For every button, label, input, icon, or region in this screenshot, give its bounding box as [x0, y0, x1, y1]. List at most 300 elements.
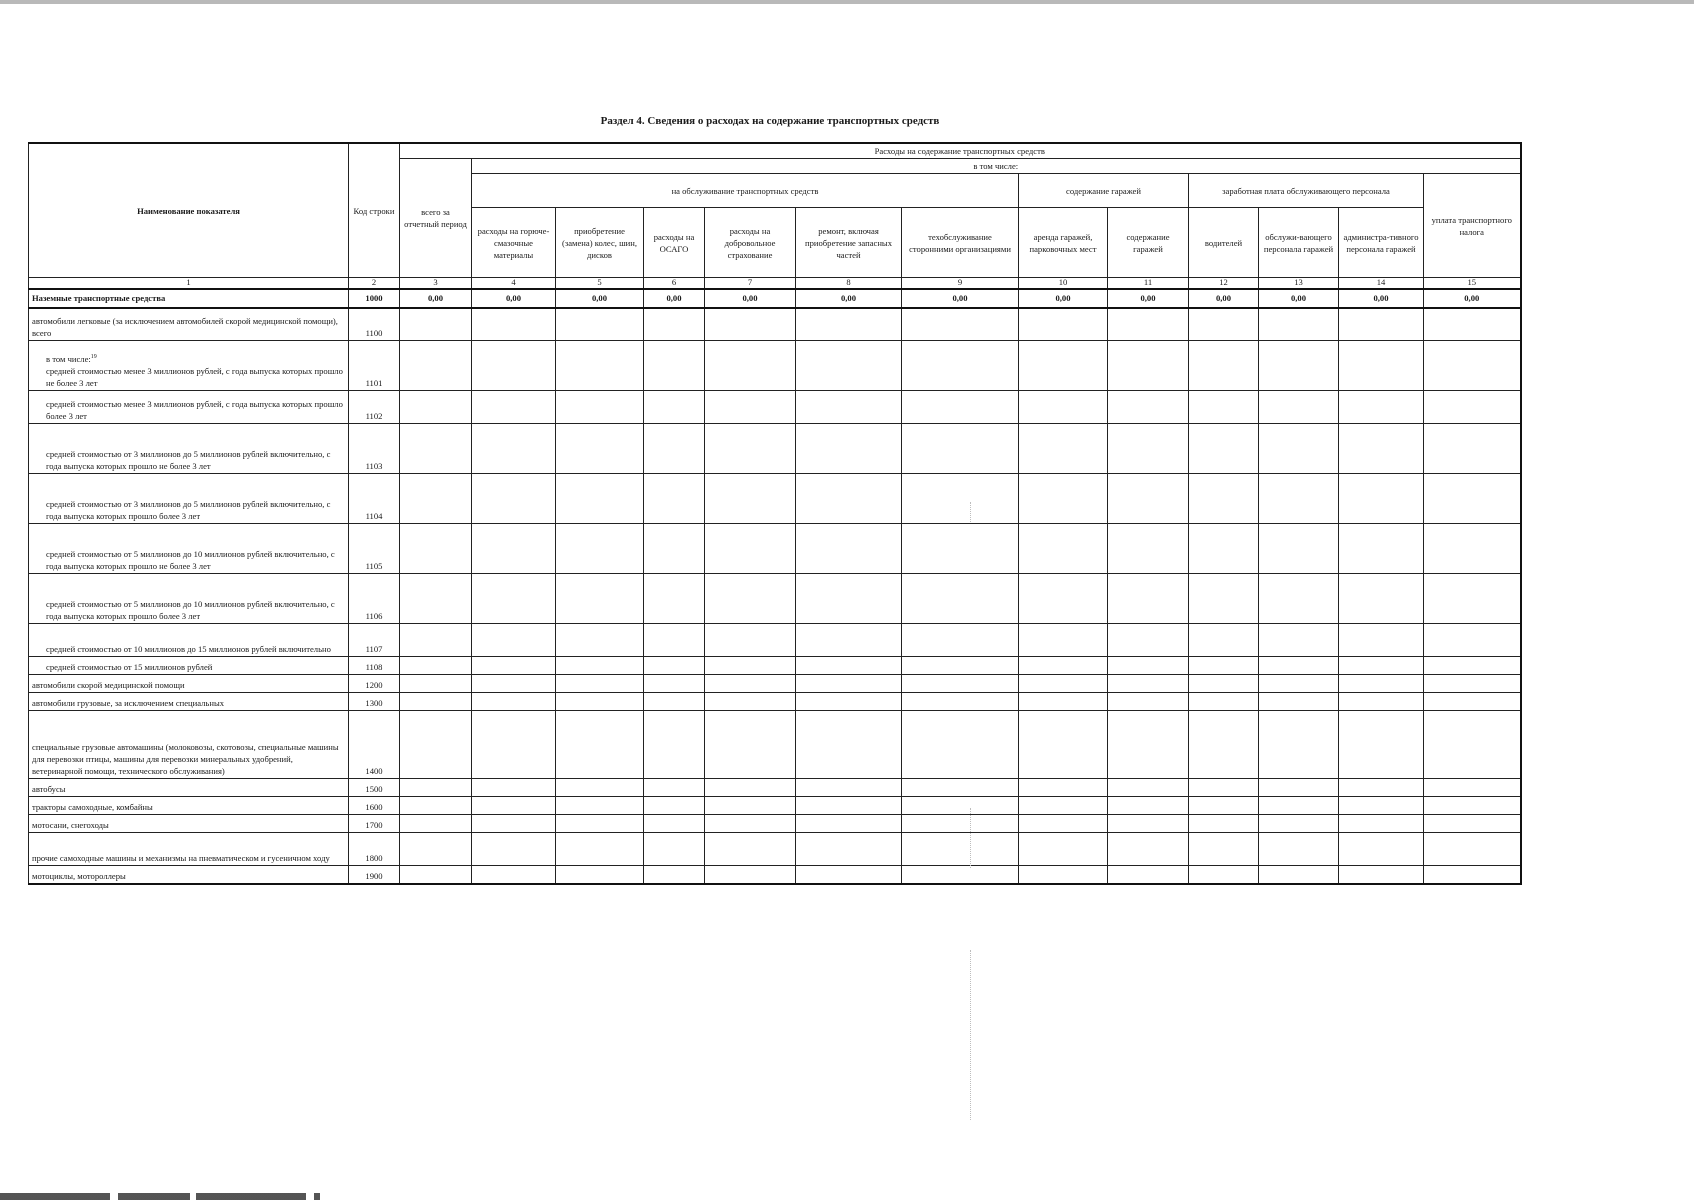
- value-cell: [644, 474, 705, 524]
- value-cell: [1189, 693, 1259, 711]
- value-cell: [1108, 624, 1189, 657]
- row-code: 1101: [349, 341, 400, 391]
- row-code: 1102: [349, 391, 400, 424]
- value-cell: [705, 866, 796, 885]
- header-voluntary: расходы на добровольное страхование: [705, 208, 796, 278]
- value-cell: [705, 675, 796, 693]
- value-cell: [1424, 391, 1521, 424]
- column-number: 15: [1424, 278, 1521, 289]
- value-cell: [400, 574, 472, 624]
- value-cell: [400, 308, 472, 341]
- value-cell: [1019, 797, 1108, 815]
- value-cell: [796, 833, 902, 866]
- value-cell: [1424, 797, 1521, 815]
- row-label: средней стоимостью менее 3 миллионов рублей, с года выпуска которых прошло более 3 лет: [46, 398, 343, 421]
- value-cell: [1424, 675, 1521, 693]
- scan-bottom-marks: [0, 1193, 320, 1200]
- value-cell: [1339, 815, 1424, 833]
- value-cell: [1019, 524, 1108, 574]
- header-garage-group: содержание гаражей: [1019, 174, 1189, 208]
- value-cell: [1259, 711, 1339, 779]
- value-cell: [400, 474, 472, 524]
- value-cell: [1259, 866, 1339, 885]
- row-label: мотоциклы, мотороллеры: [32, 870, 126, 881]
- value-cell: [1189, 657, 1259, 675]
- value-cell: [705, 815, 796, 833]
- row-code: 1800: [349, 833, 400, 866]
- value-cell: [902, 424, 1019, 474]
- row-code: 1900: [349, 866, 400, 885]
- value-cell: [472, 675, 556, 693]
- value-cell: [902, 797, 1019, 815]
- row-label: автобусы: [32, 783, 66, 794]
- value-cell: [400, 391, 472, 424]
- value-cell: [902, 711, 1019, 779]
- value-cell: [705, 474, 796, 524]
- value-cell: [1259, 624, 1339, 657]
- value-cell: 0,00: [1019, 289, 1108, 308]
- value-cell: [902, 866, 1019, 885]
- value-cell: [796, 815, 902, 833]
- value-cell: [1339, 797, 1424, 815]
- value-cell: [1339, 675, 1424, 693]
- value-cell: [796, 675, 902, 693]
- value-cell: [796, 797, 902, 815]
- value-cell: [556, 574, 644, 624]
- value-cell: [1108, 833, 1189, 866]
- row-name: [29, 866, 349, 885]
- value-cell: [796, 711, 902, 779]
- value-cell: [1019, 574, 1108, 624]
- row-code: 1100: [349, 308, 400, 341]
- value-cell: [1424, 624, 1521, 657]
- value-cell: 0,00: [556, 289, 644, 308]
- table-row: [29, 474, 1521, 524]
- value-cell: [1019, 391, 1108, 424]
- value-cell: [556, 797, 644, 815]
- value-cell: [400, 711, 472, 779]
- value-cell: [472, 574, 556, 624]
- row-code: 1600: [349, 797, 400, 815]
- value-cell: [1189, 391, 1259, 424]
- row-code: 1200: [349, 675, 400, 693]
- value-cell: [796, 341, 902, 391]
- value-cell: [705, 424, 796, 474]
- value-cell: [644, 711, 705, 779]
- header-including: в том числе:: [472, 159, 1521, 174]
- value-cell: [796, 524, 902, 574]
- value-cell: 0,00: [1189, 289, 1259, 308]
- value-cell: [1189, 675, 1259, 693]
- value-cell: [556, 391, 644, 424]
- value-cell: [705, 657, 796, 675]
- row-name: [29, 711, 349, 779]
- header-expenses: Расходы на содержание транспортных средств: [400, 143, 1521, 159]
- table-row: [29, 308, 1521, 341]
- value-cell: [1424, 474, 1521, 524]
- row-name: [29, 474, 349, 524]
- row-name: [29, 833, 349, 866]
- value-cell: [1259, 797, 1339, 815]
- column-number: 7: [705, 278, 796, 289]
- value-cell: [472, 833, 556, 866]
- row-name: [29, 308, 349, 341]
- value-cell: [1424, 424, 1521, 474]
- row-name: [29, 574, 349, 624]
- table-row: [29, 624, 1521, 657]
- table-row: [29, 711, 1521, 779]
- value-cell: [796, 624, 902, 657]
- value-cell: [1339, 624, 1424, 657]
- value-cell: [556, 341, 644, 391]
- value-cell: [902, 474, 1019, 524]
- row-label: автомобили грузовые, за исключением специальных: [32, 697, 225, 708]
- value-cell: [1189, 574, 1259, 624]
- value-cell: [644, 779, 705, 797]
- value-cell: 0,00: [1424, 289, 1521, 308]
- value-cell: [400, 524, 472, 574]
- value-cell: [902, 815, 1019, 833]
- value-cell: [1339, 574, 1424, 624]
- value-cell: [1019, 866, 1108, 885]
- header-rent: аренда гаражей, парковочных мест: [1019, 208, 1108, 278]
- value-cell: [472, 391, 556, 424]
- value-cell: [1019, 675, 1108, 693]
- row-label: средней стоимостью менее 3 миллионов рублей, с года выпуска которых прошло не более 3 лет: [46, 365, 343, 388]
- value-cell: [796, 391, 902, 424]
- table-row: [29, 779, 1521, 797]
- scan-artifact-line: [970, 502, 971, 522]
- header-osago: расходы на ОСАГО: [644, 208, 705, 278]
- value-cell: [1189, 524, 1259, 574]
- value-cell: [705, 779, 796, 797]
- value-cell: [1259, 424, 1339, 474]
- value-cell: [472, 815, 556, 833]
- value-cell: [1339, 833, 1424, 866]
- value-cell: [472, 424, 556, 474]
- value-cell: [400, 833, 472, 866]
- value-cell: [556, 524, 644, 574]
- value-cell: [1019, 474, 1108, 524]
- row-name: [29, 815, 349, 833]
- value-cell: [556, 675, 644, 693]
- value-cell: [1339, 657, 1424, 675]
- row-name: [29, 391, 349, 424]
- value-cell: [705, 693, 796, 711]
- value-cell: [400, 341, 472, 391]
- header-staff-garages: обслужи-вающего персонала гаражей: [1259, 208, 1339, 278]
- value-cell: [472, 524, 556, 574]
- value-cell: [1189, 815, 1259, 833]
- header-admin-garages: администра-тивного персонала гаражей: [1339, 208, 1424, 278]
- value-cell: [1189, 341, 1259, 391]
- column-number: 3: [400, 278, 472, 289]
- value-cell: [902, 693, 1019, 711]
- row-label: средней стоимостью от 15 миллионов рублей: [46, 661, 213, 672]
- value-cell: [556, 474, 644, 524]
- value-cell: [644, 341, 705, 391]
- value-cell: [400, 657, 472, 675]
- value-cell: [1339, 693, 1424, 711]
- column-number: 1: [29, 278, 349, 289]
- value-cell: 0,00: [705, 289, 796, 308]
- row-code: 1000: [349, 289, 400, 308]
- value-cell: [1108, 675, 1189, 693]
- table-row: [29, 424, 1521, 474]
- row-label: Наземные транспортные средства: [32, 293, 166, 303]
- row-name: [29, 675, 349, 693]
- value-cell: [902, 624, 1019, 657]
- value-cell: [1019, 833, 1108, 866]
- value-cell: [1108, 308, 1189, 341]
- table-row: [29, 524, 1521, 574]
- value-cell: [1108, 574, 1189, 624]
- row-label: средней стоимостью от 10 миллионов до 15 миллионов рублей включительно: [46, 643, 331, 654]
- row-label: средней стоимостью от 5 миллионов до 10 миллионов рублей включительно, с года выпуска которых прошло не более 3 лет: [46, 548, 335, 571]
- value-cell: [705, 341, 796, 391]
- value-cell: 0,00: [1259, 289, 1339, 308]
- value-cell: [644, 391, 705, 424]
- value-cell: [1259, 524, 1339, 574]
- column-number: 9: [902, 278, 1019, 289]
- value-cell: [796, 693, 902, 711]
- column-number: 6: [644, 278, 705, 289]
- value-cell: [556, 866, 644, 885]
- row-code: 1107: [349, 624, 400, 657]
- value-cell: [400, 624, 472, 657]
- value-cell: [644, 308, 705, 341]
- value-cell: 0,00: [902, 289, 1019, 308]
- header-indicator: Наименование показателя: [29, 143, 349, 278]
- value-cell: [1259, 391, 1339, 424]
- row-label: специальные грузовые автомашины (молоковозы, скотовозы, специальные машины для перевозки птицы, машины для перевозки минеральных удобрений, ветеринарной помощи, технического обслуживания): [32, 741, 339, 776]
- row-code: 1103: [349, 424, 400, 474]
- value-cell: [556, 424, 644, 474]
- value-cell: [1189, 624, 1259, 657]
- value-cell: [472, 779, 556, 797]
- value-cell: [556, 833, 644, 866]
- value-cell: [400, 693, 472, 711]
- value-cell: [1019, 779, 1108, 797]
- column-number: 14: [1339, 278, 1424, 289]
- value-cell: [400, 815, 472, 833]
- row-label: средней стоимостью от 3 миллионов до 5 миллионов рублей включительно, с года выпуска которых прошло более 3 лет: [46, 498, 331, 521]
- table-row: [29, 341, 1521, 391]
- value-cell: [644, 424, 705, 474]
- value-cell: 0,00: [644, 289, 705, 308]
- value-cell: [556, 657, 644, 675]
- value-cell: [400, 866, 472, 885]
- scan-artifact-line: [970, 950, 971, 1120]
- value-cell: [705, 524, 796, 574]
- value-cell: [1108, 341, 1189, 391]
- row-code: 1104: [349, 474, 400, 524]
- row-label: тракторы самоходные, комбайны: [32, 801, 153, 812]
- value-cell: [1189, 424, 1259, 474]
- value-cell: [1424, 833, 1521, 866]
- value-cell: 0,00: [796, 289, 902, 308]
- value-cell: [1424, 341, 1521, 391]
- value-cell: [472, 693, 556, 711]
- row-code: 1400: [349, 711, 400, 779]
- header-maintenance: техобслуживание сторонними организациями: [902, 208, 1019, 278]
- header-total-period: всего за отчетный период: [400, 159, 472, 278]
- value-cell: [1259, 341, 1339, 391]
- value-cell: [796, 308, 902, 341]
- value-cell: 0,00: [1339, 289, 1424, 308]
- header-repair: ремонт, включая приобретение запасных частей: [796, 208, 902, 278]
- value-cell: [472, 711, 556, 779]
- value-cell: [472, 308, 556, 341]
- value-cell: [1108, 866, 1189, 885]
- value-cell: [705, 574, 796, 624]
- row-code: 1108: [349, 657, 400, 675]
- value-cell: [1424, 815, 1521, 833]
- value-cell: [1259, 308, 1339, 341]
- row-code: 1500: [349, 779, 400, 797]
- value-cell: [1019, 341, 1108, 391]
- value-cell: [902, 779, 1019, 797]
- header-code: Код строки: [349, 143, 400, 278]
- row-name: [29, 341, 349, 391]
- value-cell: [1189, 797, 1259, 815]
- value-cell: [556, 711, 644, 779]
- value-cell: [1108, 424, 1189, 474]
- value-cell: 0,00: [400, 289, 472, 308]
- value-cell: [705, 711, 796, 779]
- value-cell: [1424, 657, 1521, 675]
- value-cell: [705, 391, 796, 424]
- table-row: [29, 693, 1521, 711]
- row-name: [29, 289, 349, 308]
- value-cell: [1259, 574, 1339, 624]
- scan-top-edge: [0, 0, 1694, 4]
- value-cell: [644, 657, 705, 675]
- value-cell: [796, 574, 902, 624]
- value-cell: [705, 308, 796, 341]
- value-cell: [1019, 657, 1108, 675]
- value-cell: [1339, 474, 1424, 524]
- row-label: средней стоимостью от 5 миллионов до 10 миллионов рублей включительно, с года выпуска которых прошло более 3 лет: [46, 598, 335, 621]
- value-cell: [1259, 657, 1339, 675]
- value-cell: [644, 866, 705, 885]
- value-cell: [1108, 524, 1189, 574]
- value-cell: [556, 624, 644, 657]
- value-cell: [472, 341, 556, 391]
- footnote-mark: 19: [90, 354, 97, 361]
- row-name: [29, 797, 349, 815]
- value-cell: [1424, 779, 1521, 797]
- value-cell: 0,00: [1108, 289, 1189, 308]
- row-name: [29, 424, 349, 474]
- header-salary-group: заработная плата обслуживающего персонала: [1189, 174, 1424, 208]
- column-number: 13: [1259, 278, 1339, 289]
- value-cell: [1019, 624, 1108, 657]
- row-code: 1700: [349, 815, 400, 833]
- value-cell: [1189, 474, 1259, 524]
- value-cell: [644, 693, 705, 711]
- value-cell: [705, 624, 796, 657]
- value-cell: [1108, 815, 1189, 833]
- value-cell: [1108, 474, 1189, 524]
- value-cell: [1424, 711, 1521, 779]
- value-cell: [1019, 693, 1108, 711]
- value-cell: [1108, 391, 1189, 424]
- value-cell: [796, 657, 902, 675]
- row-label: прочие самоходные машины и механизмы на пневматическом и гусеничном ходу: [32, 852, 330, 863]
- value-cell: [1339, 308, 1424, 341]
- value-cell: [1424, 524, 1521, 574]
- value-cell: [1019, 815, 1108, 833]
- column-number: 2: [349, 278, 400, 289]
- value-cell: [902, 308, 1019, 341]
- column-number: 8: [796, 278, 902, 289]
- row-code: 1105: [349, 524, 400, 574]
- table-row: [29, 675, 1521, 693]
- value-cell: [1339, 341, 1424, 391]
- table-row: [29, 574, 1521, 624]
- row-label: автомобили скорой медицинской помощи: [32, 679, 185, 690]
- value-cell: [1339, 424, 1424, 474]
- row-code: 1106: [349, 574, 400, 624]
- value-cell: [556, 308, 644, 341]
- value-cell: [556, 815, 644, 833]
- value-cell: [1019, 308, 1108, 341]
- column-number: 12: [1189, 278, 1259, 289]
- value-cell: [902, 524, 1019, 574]
- value-cell: [1189, 833, 1259, 866]
- row-code: 1300: [349, 693, 400, 711]
- value-cell: [1259, 693, 1339, 711]
- value-cell: [1019, 424, 1108, 474]
- value-cell: [1259, 833, 1339, 866]
- value-cell: [472, 474, 556, 524]
- value-cell: [1189, 866, 1259, 885]
- value-cell: [796, 866, 902, 885]
- row-label: мотосани, снегоходы: [32, 819, 109, 830]
- value-cell: [400, 424, 472, 474]
- value-cell: [472, 797, 556, 815]
- value-cell: [644, 675, 705, 693]
- value-cell: [1259, 779, 1339, 797]
- row-name: [29, 624, 349, 657]
- table-row: [29, 797, 1521, 815]
- value-cell: [796, 779, 902, 797]
- value-cell: [1424, 693, 1521, 711]
- value-cell: [1189, 711, 1259, 779]
- value-cell: [796, 474, 902, 524]
- value-cell: [556, 779, 644, 797]
- row-label: средней стоимостью от 3 миллионов до 5 миллионов рублей включительно, с года выпуска которых прошло не более 3 лет: [46, 448, 331, 471]
- value-cell: [472, 624, 556, 657]
- table-row: [29, 866, 1521, 885]
- value-cell: [1108, 779, 1189, 797]
- value-cell: [644, 524, 705, 574]
- transport-expenses-table: [28, 142, 1522, 885]
- table-row: [29, 289, 1521, 308]
- value-cell: [400, 779, 472, 797]
- value-cell: [705, 797, 796, 815]
- value-cell: [902, 657, 1019, 675]
- value-cell: [1259, 474, 1339, 524]
- value-cell: [1108, 797, 1189, 815]
- header-fuel: расходы на горюче-смазочные материалы: [472, 208, 556, 278]
- table-row: [29, 815, 1521, 833]
- value-cell: [1259, 815, 1339, 833]
- value-cell: [1339, 391, 1424, 424]
- value-cell: [705, 833, 796, 866]
- value-cell: [1339, 524, 1424, 574]
